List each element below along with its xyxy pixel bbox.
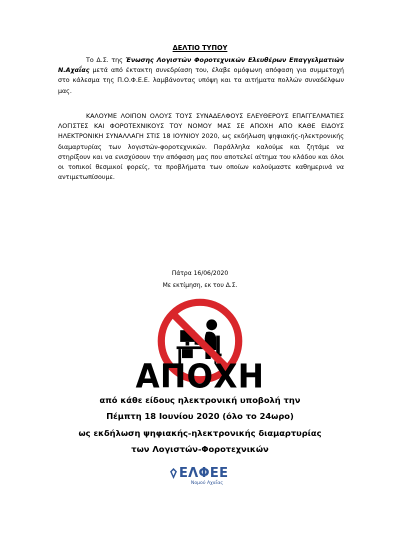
intro-suffix: μετά από έκτακτη συνεδρίαση του, έλαβε ομόφωνη απόφαση για συμμετοχή στο κάλεσμα της Π.Ο.Φ.Ε.Ε. λαμβάνοντας υπόψη και τα αιτήματα πολλών συναδέλφων μας. xyxy=(58,67,344,95)
elfee-logo xyxy=(170,466,236,492)
poster-headline: ΑΠΟΧΗ xyxy=(135,358,265,396)
signature-line: Με εκτίμηση, εκ του Δ.Σ. xyxy=(162,282,238,289)
document-title: ΔΕΛΤΙΟ ΤΥΠΟΥ xyxy=(172,44,228,52)
organization-name: Ένωσης Λογιστών Φοροτεχνικών Ελευθέρων Επαγγελματιών Ν.Αχαΐας xyxy=(58,57,344,75)
intro-prefix: Το Δ.Σ. της xyxy=(86,57,126,64)
poster-line-4: των Λογιστών-Φοροτεχνικών xyxy=(131,444,269,454)
poster-line-2: Πέμπτη 18 Ιουνίου 2020 (όλο το 24ωρο) xyxy=(106,411,294,421)
call-paragraph: ΚΑΛΟΥΜΕ ΛΟΙΠΟΝ ΟΛΟΥΣ ΤΟΥΣ ΣΥΝΑΔΕΛΦΟΥΣ ΕΛΕΥΘΕΡΟΥΣ ΕΠΑΓΓΕΛΜΑΤΙΕΣ ΛΟΓΙΣΤΕΣ ΚΑΙ ΦΟΡΟΤΕΧΝΙΚΟΥΣ ΤΟΥ ΝΟΜΟΥ ΜΑΣ ΣΕ ΑΠΟΧΗ ΑΠΟ ΚΑΘΕ ΕΙΔΟΥΣ ΗΛΕΚΤΡΟΝΙΚΗ ΣΥΝΑΛΛΑΓΗ ΣΤΙΣ 18 ΙΟΥΝΙΟΥ 2020, ως εκδήλωση ψηφιακής-ηλεκτρονικής διαμαρτυρίας των λογιστών-φοροτεχνικών. Παράλληλα καλούμε και ζητάμε να στηρίξουν και να ενισχύσουν την απόφαση μας που αποτελεί αίτημα του κλάδου και όλοι οι τοπικοί θεσμικοί φορείς, τα προβλήματα των οποίων καλούμαστε καθημερινά να αντιμετωπίσουμε. xyxy=(58,113,344,182)
logo-name: ΕΛΦΕΕ xyxy=(179,466,229,481)
poster-line-1: από κάθε είδους ηλεκτρονική υποβολή την xyxy=(99,395,301,405)
document-date: Πάτρα 16/06/2020 xyxy=(171,270,229,277)
intro-paragraph xyxy=(58,56,344,97)
logo-mark-icon xyxy=(170,468,177,479)
logo-subtitle: Νομού Αχαΐας xyxy=(190,481,224,486)
poster-line-3: ως εκδήλωση ψηφιακής-ηλεκτρονικής διαμαρτυρίας xyxy=(78,428,322,438)
